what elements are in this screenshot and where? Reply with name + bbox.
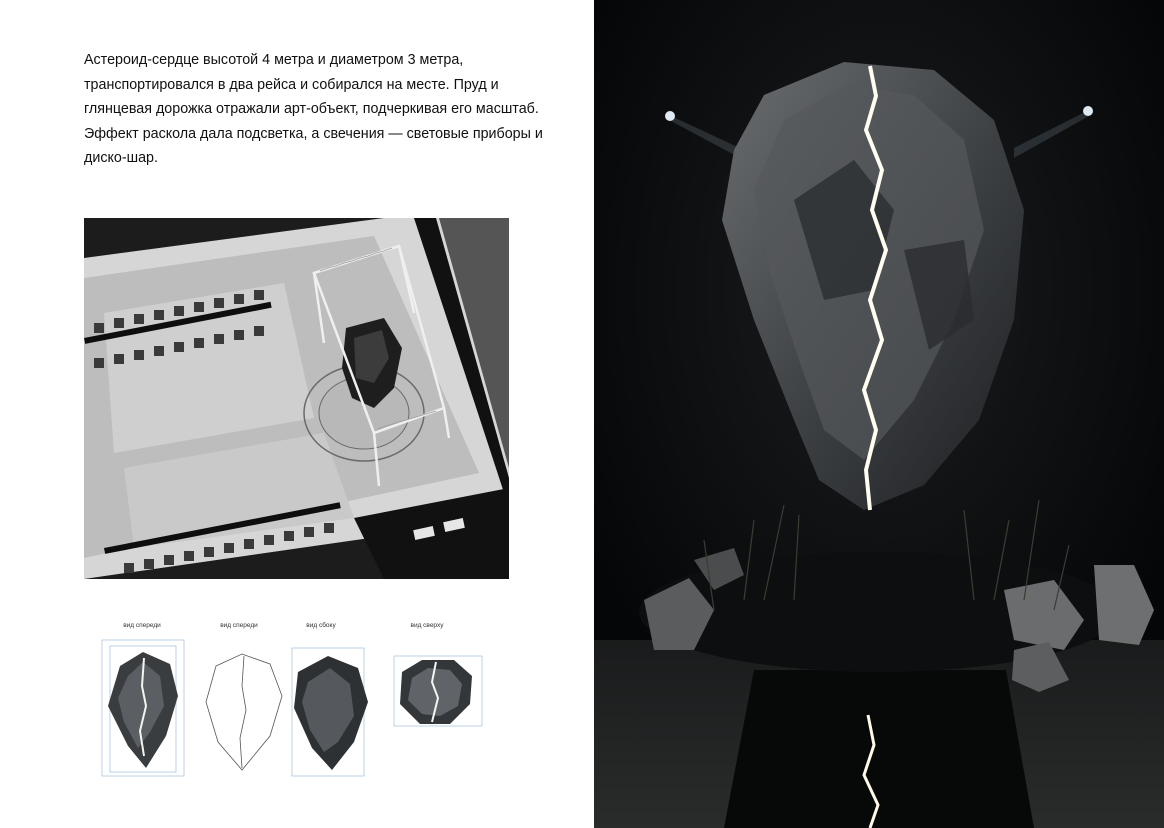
view-label-front: вид спереди [123,622,161,629]
installation-photo [594,0,1164,828]
top-view-rock [392,652,486,732]
venue-plan-illustration [84,218,509,579]
front-view-rock [98,636,188,782]
view-label-top: вид сверху [410,622,444,629]
view-label-side: вид сбоку [306,622,336,629]
description-text: Астероид-сердце высотой 4 метра и диаметром 3 метра, транспортировался в два рейса и собирался на месте. Пруд и глянцевая дорожка отражали арт-объект, подчеркивая его масштаб. Эффект раскола дала подсветка, а свечения — световые приборы и диско-шар. [84,52,543,166]
front-view-outline [202,646,286,776]
side-view-rock [288,642,378,782]
view-label-front-outline: вид спереди [220,622,258,629]
views-drawing [84,622,514,782]
asteroid-photo-illustration [594,0,1164,828]
venue-plan-render [84,218,509,579]
